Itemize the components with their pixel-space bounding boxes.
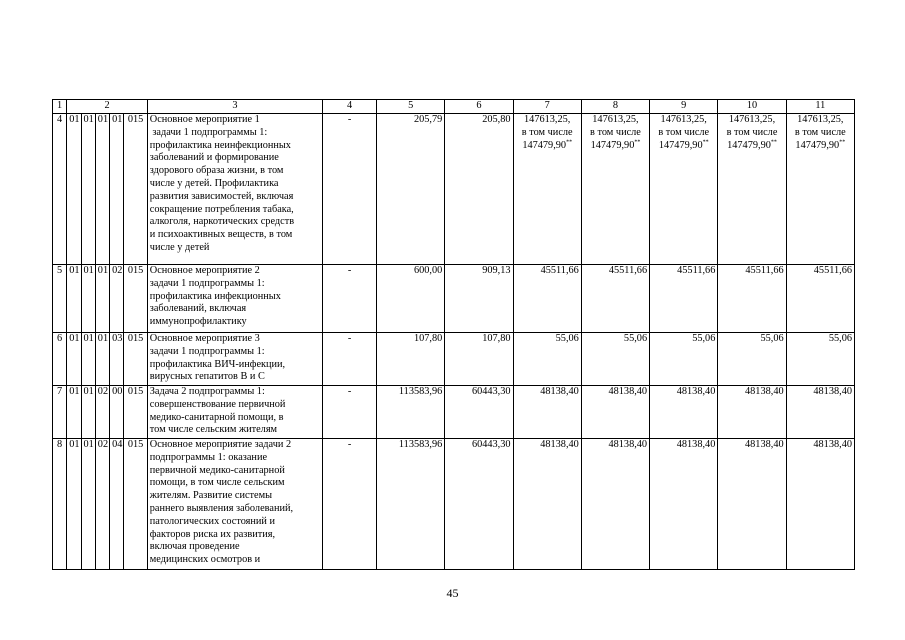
header-cell: 2 <box>67 100 148 114</box>
year-value-cell: 147613,25, в том числе 147479,90** <box>786 114 854 265</box>
description-line: сокращение потребления табака, <box>149 203 294 215</box>
description-line: Основное мероприятие 3 <box>149 333 260 344</box>
value-cell: 600,00 <box>377 265 445 333</box>
year-value-cell: 55,06 <box>718 333 786 386</box>
year-value-cell: 48138,40 <box>718 386 786 439</box>
row-number: 7 <box>53 386 67 439</box>
table-row <box>53 439 855 570</box>
value-cell: 60443,30 <box>445 439 513 570</box>
description-line: и психоактивных веществ, в том <box>149 229 293 241</box>
value-cell: 113583,96 <box>377 439 445 570</box>
year-value-cell: 48138,40 <box>581 439 649 570</box>
description-line: вирусных гепатитов В и С <box>149 371 265 383</box>
description-line: медицинских осмотров и <box>149 554 261 566</box>
code-cell: 01 <box>67 333 81 386</box>
code-cell: 01 <box>110 114 124 265</box>
code-cell: 015 <box>124 265 147 333</box>
value-cell: 113583,96 <box>377 386 445 439</box>
budget-table <box>52 99 855 570</box>
description-line: задачи 1 подпрограммы 1: <box>149 277 265 289</box>
description-line: задачи 1 подпрограммы 1: <box>149 126 268 138</box>
description-line: алкоголя, наркотических средств <box>149 216 295 228</box>
year-value-cell: 45511,66 <box>581 265 649 333</box>
year-value-cell: 48138,40 <box>581 386 649 439</box>
header-cell: 9 <box>650 100 718 114</box>
executor-cell: - <box>323 439 377 570</box>
executor-cell: - <box>323 333 377 386</box>
year-value-cell: 48138,40 <box>650 439 718 570</box>
year-value-cell: 45511,66 <box>513 265 581 333</box>
description-cell <box>147 386 322 439</box>
code-cell: 015 <box>124 114 147 265</box>
description-line: здорового образа жизни, в том <box>149 165 284 177</box>
year-value-cell: 48138,40 <box>650 386 718 439</box>
description-line: первичной медико-санитарной <box>149 464 285 476</box>
header-cell: 7 <box>513 100 581 114</box>
year-value-cell: 45511,66 <box>786 265 854 333</box>
header-cell: 5 <box>377 100 445 114</box>
description-line: Задача 2 подпрограммы 1: <box>149 386 265 397</box>
description-line: иммунопрофилактику <box>149 316 247 328</box>
code-cell: 01 <box>67 386 81 439</box>
description-line: патологических состояний и <box>149 515 276 527</box>
executor-cell: - <box>323 114 377 265</box>
code-cell: 01 <box>67 265 81 333</box>
header-cell: 3 <box>147 100 322 114</box>
executor-cell: - <box>323 265 377 333</box>
header-row <box>53 100 855 114</box>
value-cell: 205,80 <box>445 114 513 265</box>
code-cell: 01 <box>95 265 109 333</box>
year-value-cell: 48138,40 <box>786 386 854 439</box>
header-cell: 11 <box>786 100 854 114</box>
code-cell: 01 <box>81 114 95 265</box>
row-number: 8 <box>53 439 67 570</box>
table-row <box>53 386 855 439</box>
description-line: факторов риска их развития, <box>149 528 276 540</box>
description-line: том числе сельским жителям <box>149 424 278 436</box>
table-row <box>53 333 855 386</box>
year-value-cell: 48138,40 <box>786 439 854 570</box>
code-cell: 01 <box>67 439 81 570</box>
year-value-cell: 48138,40 <box>513 439 581 570</box>
header-cell: 10 <box>718 100 786 114</box>
page-number: 45 <box>446 586 459 600</box>
code-cell: 015 <box>124 439 147 570</box>
year-value-cell: 147613,25, в том числе 147479,90** <box>513 114 581 265</box>
description-line: числе у детей <box>149 241 210 253</box>
value-cell: 909,13 <box>445 265 513 333</box>
description-line: жителям. Развитие системы <box>149 490 273 502</box>
description-line: медико-санитарной помощи, в <box>149 411 284 423</box>
table-row <box>53 265 855 333</box>
year-value-cell: 147613,25, в том числе 147479,90** <box>650 114 718 265</box>
description-line: подпрограммы 1: оказание <box>149 451 268 463</box>
description-line: развития зависимостей, включая <box>149 190 294 202</box>
description-line: совершенствование первичной <box>149 398 286 410</box>
code-cell: 01 <box>81 386 95 439</box>
row-number: 6 <box>53 333 67 386</box>
year-value-cell: 55,06 <box>581 333 649 386</box>
description-cell <box>147 439 322 570</box>
code-cell: 02 <box>110 265 124 333</box>
executor-cell: - <box>323 386 377 439</box>
description-line: профилактика инфекционных <box>149 290 281 302</box>
table-row <box>53 114 855 265</box>
year-value-cell: 45511,66 <box>718 265 786 333</box>
code-cell: 03 <box>110 333 124 386</box>
code-cell: 01 <box>95 114 109 265</box>
description-line: Основное мероприятие 1 <box>149 114 260 125</box>
description-line: заболеваний и формирование <box>149 152 279 164</box>
code-cell: 015 <box>124 386 147 439</box>
description-line: включая проведение <box>149 541 240 553</box>
description-line: профилактика ВИЧ-инфекции, <box>149 358 286 370</box>
value-cell: 107,80 <box>377 333 445 386</box>
description-cell <box>147 333 322 386</box>
code-cell: 01 <box>67 114 81 265</box>
code-cell: 04 <box>110 439 124 570</box>
value-cell: 60443,30 <box>445 386 513 439</box>
year-value-cell: 147613,25, в том числе 147479,90** <box>581 114 649 265</box>
description-line: Основное мероприятие 2 <box>149 265 260 276</box>
value-cell: 107,80 <box>445 333 513 386</box>
description-line: числе у детей. Профилактика <box>149 177 279 189</box>
description-cell <box>147 114 322 265</box>
row-number: 4 <box>53 114 67 265</box>
code-cell: 01 <box>81 439 95 570</box>
row-number: 5 <box>53 265 67 333</box>
description-line: Основное мероприятие задачи 2 <box>149 439 292 450</box>
code-cell: 01 <box>81 265 95 333</box>
code-cell: 01 <box>95 333 109 386</box>
year-value-cell: 45511,66 <box>650 265 718 333</box>
year-value-cell: 147613,25, в том числе 147479,90** <box>718 114 786 265</box>
year-value-cell: 48138,40 <box>718 439 786 570</box>
year-value-cell: 55,06 <box>786 333 854 386</box>
code-cell: 015 <box>124 333 147 386</box>
description-line: помощи, в том числе сельским <box>149 477 285 489</box>
description-line: профилактика неинфекционных <box>149 139 291 151</box>
header-cell: 6 <box>445 100 513 114</box>
description-line: задачи 1 подпрограммы 1: <box>149 345 265 357</box>
year-value-cell: 55,06 <box>513 333 581 386</box>
header-cell: 1 <box>53 100 67 114</box>
header-cell: 4 <box>323 100 377 114</box>
value-cell: 205,79 <box>377 114 445 265</box>
year-value-cell: 48138,40 <box>513 386 581 439</box>
description-cell <box>147 265 322 333</box>
header-cell: 8 <box>581 100 649 114</box>
code-cell: 00 <box>110 386 124 439</box>
description-line: заболеваний, включая <box>149 303 247 315</box>
code-cell: 02 <box>95 439 109 570</box>
code-cell: 01 <box>81 333 95 386</box>
code-cell: 02 <box>95 386 109 439</box>
year-value-cell: 55,06 <box>650 333 718 386</box>
description-line: раннего выявления заболеваний, <box>149 502 294 514</box>
